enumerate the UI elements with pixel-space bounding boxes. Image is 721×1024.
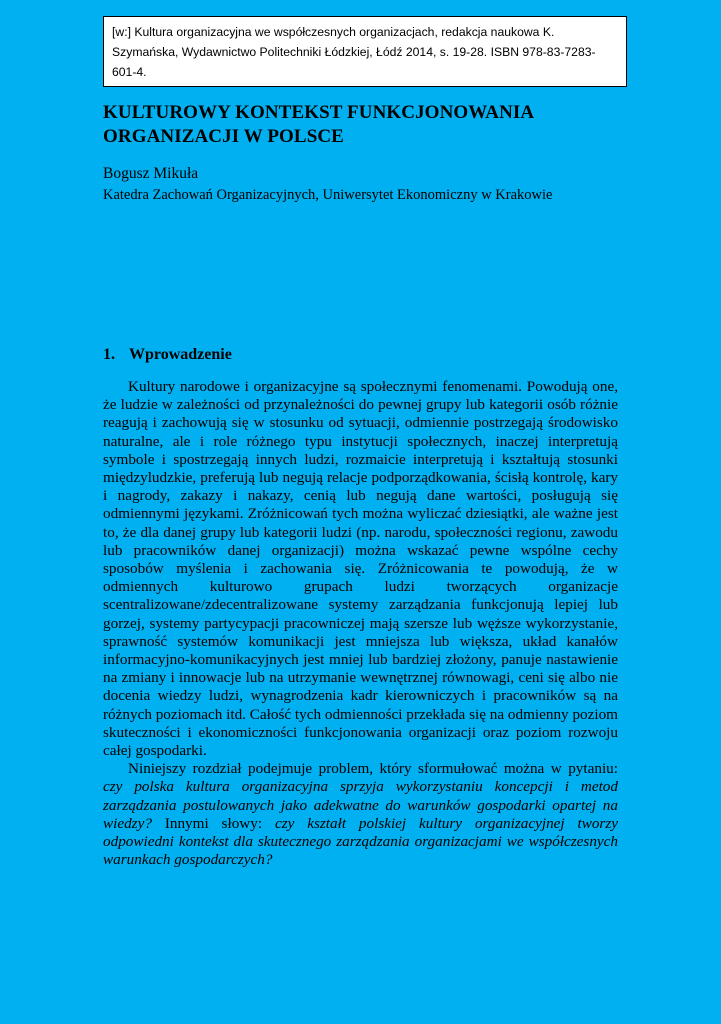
section-number: 1. xyxy=(103,346,115,363)
section-title: Wprowadzenie xyxy=(129,346,232,363)
paragraph xyxy=(103,760,618,869)
paragraph-middle: Innymi słowy: xyxy=(151,814,275,832)
research-question-restated: czy kształt polskiej kultury organizacyjnej tworzy odpowiedni kontekst dla skutecznego zarządzania organizacjami we współczesnych warunkach gospodarczych? xyxy=(103,814,618,869)
author-name: Bogusz Mikuła xyxy=(103,165,199,182)
citation-text: [w:] Kultura organizacyjna we współczesnych organizacjach, redakcja naukowa K. Szymańska, Wydawnictwo Politechniki Łódzkiej, Łódź 2014, s. 19-28. ISBN 978-83-7283-601-4. xyxy=(112,25,596,79)
body-text xyxy=(103,378,618,869)
citation-box xyxy=(103,16,627,87)
author-affiliation: Katedra Zachowań Organizacyjnych, Uniwersytet Ekonomiczny w Krakowie xyxy=(103,187,553,203)
research-question: czy polska kultura organizacyjna sprzyja wykorzystaniu koncepcji i metod zarządzania postulowanych jako adekwatne do warunków gospodarki opartej na wiedzy? xyxy=(103,778,618,832)
paragraph: Kultury narodowe i organizacyjne są społecznymi fenomenami. Powodują one, że ludzie w zależności od przynależności do pewnej grupy lub kategorii osób różnie reagują i zachowują się w stosunku od sytuacji, odmiennie postrzegają środowisko naturalne, ale i role różnego typu instytucji społecznych, inaczej interpretują symbole i spostrzegają innych ludzi, rozmaicie interpretują i kształtują stosunki międzyludzkie, preferują lub negują relacje podporządkowania, ścisłą kontrolę, kary i nagrody, zakazy i nakazy, cenią lub negują dane wartości, posługują się odmiennymi językami. Zróżnicowań tych można wyliczać dziesiątki, ale ważne jest to, że dla danej grupy lub kategorii ludzi (np. narodu, społeczności regionu, zawodu lub pracowników danej organizacji) można wskazać pewne wspólne cechy sposobów myślenia i zachowania się. Zróżnicowania te powodują, że w odmiennych kulturowo grupach ludzi tworzących organizacje scentralizowane/zdecentralizowane systemy zarządzania funkcjonują lepiej lub gorzej, systemy partycypacji pracowniczej mają szersze lub węższe wykorzystanie, sprawność systemów komunikacji jest mniejsza lub większa, układ kanałów informacyjno-komunikacyjnych jest mniej lub bardziej złożony, panuje nastawienie na zmiany i innowacje lub na utrzymanie wewnętrznej równowagi, ceni się albo nie docenia wiedzy ludzi, wynagrodzenia kadr kierowniczych i pracowników są na różnych poziomach itd. Całość tych odmienności przekłada się na odmienny poziom skuteczności i ekonomiczności funkcjonowania organizacji oraz poziom rozwoju całej gospodarki. xyxy=(103,378,618,760)
section-heading xyxy=(103,345,232,365)
paragraph-intro: Niniejszy rozdział podejmuje problem, który sformułować można w pytaniu: xyxy=(128,760,618,778)
page-title: KULTUROWY KONTEKST FUNKCJONOWANIA ORGANIZACJI W POLSCE xyxy=(103,102,534,147)
